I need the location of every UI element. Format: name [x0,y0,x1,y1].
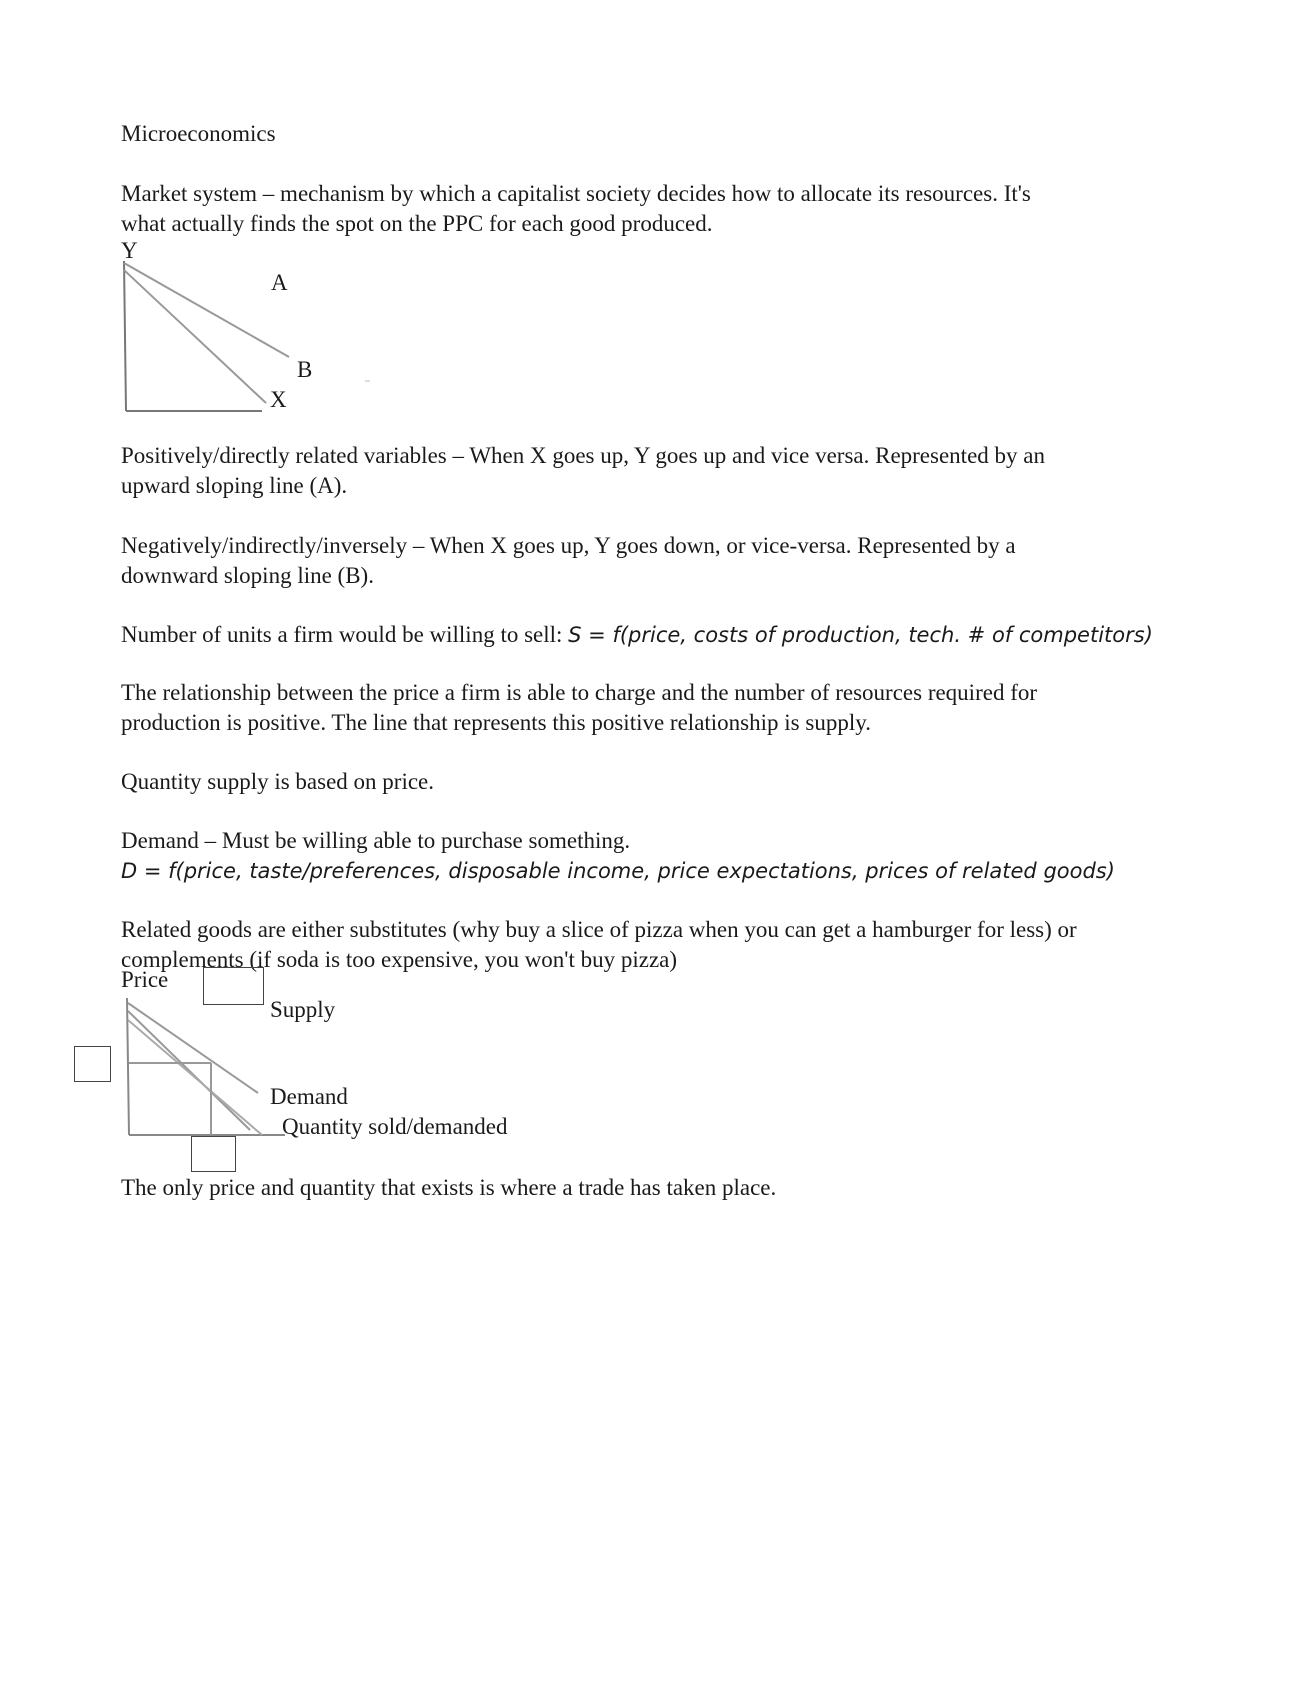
negative-line-1: Negatively/indirectly/inversely – When X goes up, Y goes down, or vice-versa. Represented by a [121,533,1016,558]
sd-supply-label: Supply [270,997,336,1022]
sd-demand-label: Demand [270,1084,348,1109]
conclusion-text: The only price and quantity that exists is where a trade has taken place. [121,1175,777,1200]
related-goods-line-1: Related goods are either substitutes (why buy a slice of pizza when you can get a hamburger for less) or [121,917,1077,942]
quantity-supply-text: Quantity supply is based on price. [121,769,435,794]
sd-curve-2 [128,1011,250,1130]
ppc-label-b: B [297,357,313,382]
negative-line-2: downward sloping line (B). [121,563,374,588]
sd-curve-1 [128,1003,258,1093]
sd-price-label: Price [121,967,169,992]
sd-quantity-label: Quantity sold/demanded [282,1114,508,1139]
demand-line-1: Demand – Must be willing able to purchase something. [121,828,631,853]
demand-formula: D = f(price, taste/preferences, disposable income, price expectations, prices of related goods) [121,859,1115,883]
market-system-line-1: Market system – mechanism by which a capitalist society decides how to allocate its resources. It's [121,181,1031,206]
supply-function-lead: Number of units a firm would be willing to sell: [121,622,569,647]
ppc-y-label: Y [121,238,138,263]
supply-function-formula: S = f(price, costs of production, tech. # of competitors) [568,623,1153,647]
sd-y-axis [127,998,129,1135]
document-title: Microeconomics [121,121,276,146]
positive-line-2: upward sloping line (A). [121,473,348,498]
sd-curve-3 [128,1020,262,1135]
relationship-line-1: The relationship between the price a firm is able to charge and the number of resources required for [121,680,1038,705]
relationship-line-2: production is positive. The line that represents this positive relationship is supply. [121,710,871,735]
positive-line-1: Positively/directly related variables – When X goes up, Y goes up and vice versa. Represented by an [121,443,1045,468]
ppc-x-label: X [270,387,287,412]
ppc-label-a: A [271,270,288,295]
related-goods-line-2: complements (if soda is too expensive, you won't buy pizza) [121,947,678,972]
market-system-line-2: what actually finds the spot on the PPC for each good produced. [121,211,713,236]
